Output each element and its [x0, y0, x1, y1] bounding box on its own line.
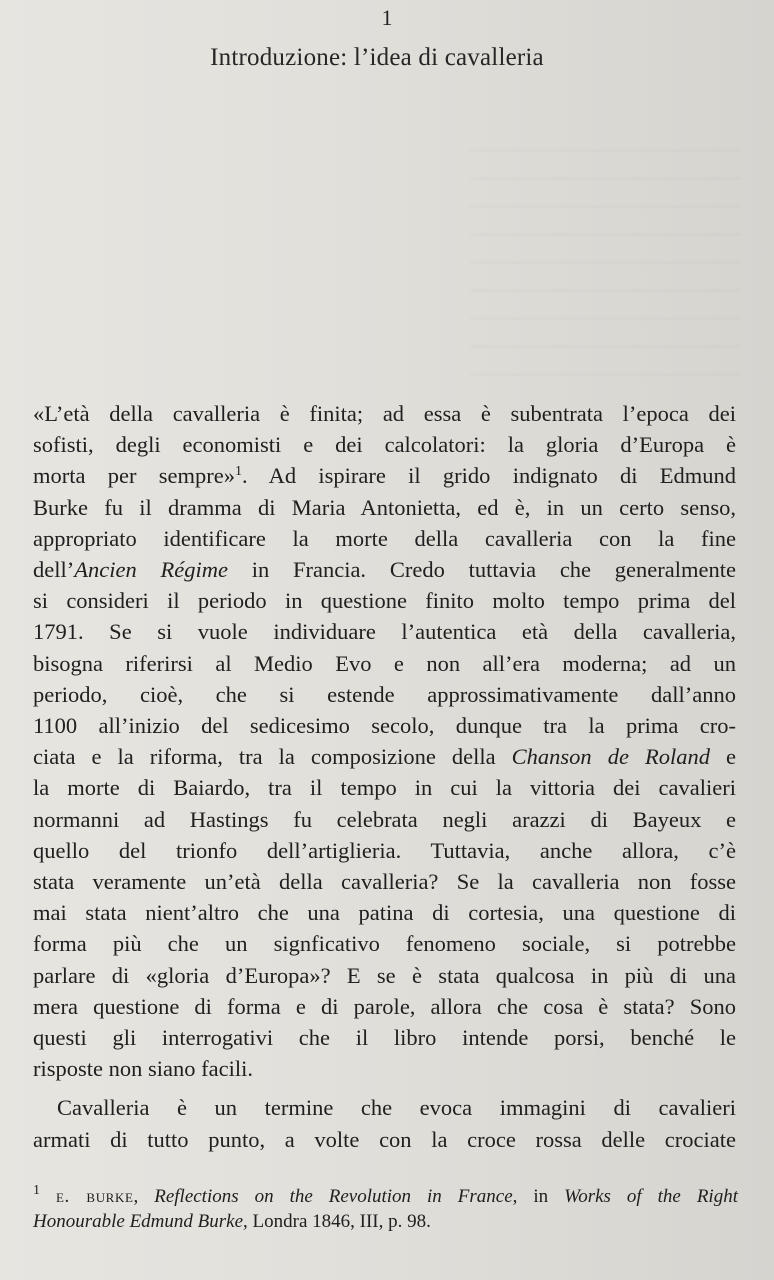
text-line — [33, 460, 736, 491]
footnote-collection-title: Works of the Right — [564, 1186, 738, 1207]
text-line: parlare di «gloria d’Europa»? E se è stata qualcosa in più di una — [33, 962, 736, 988]
text-line: questi gli interrogativi che il libro intende porsi, benché le — [33, 1025, 736, 1051]
text-segment: , in — [512, 1186, 565, 1207]
footnote-line — [33, 1184, 738, 1209]
footnote-author: e. burke — [55, 1186, 134, 1207]
text-line: sofisti, degli economisti e dei calcolatori: la gloria d’Europa è — [33, 432, 736, 458]
body-text — [33, 398, 736, 1155]
text-line: 1791. Se si vuole individuare l’autentica età della cavalleria, — [33, 619, 736, 645]
text-line: la morte di Baiardo, tra il tempo in cui la vittoria dei cavalieri — [33, 775, 736, 801]
bleed-through-texture — [470, 150, 740, 390]
footnote-marker: 1 — [33, 1183, 40, 1198]
italic-term: Chanson de Roland — [511, 744, 710, 770]
paragraph-gap — [33, 1084, 736, 1092]
footnote-reference: 1 — [234, 464, 242, 480]
text-line: 1100 all’inizio del sedicesimo secolo, dunque tra la prima cro- — [33, 713, 736, 739]
text-segment: morta per sempre» — [33, 463, 235, 489]
text-segment: ciata e la riforma, tra la composizione della — [33, 744, 512, 770]
chapter-number: 1 — [381, 5, 393, 30]
text-segment: . Ad ispirare il grido indignato di Edmund — [241, 463, 736, 489]
footnote — [33, 1184, 738, 1234]
text-line — [33, 554, 736, 585]
text-line: quello del trionfo dell’artiglieria. Tuttavia, anche allora, c’è — [33, 837, 736, 863]
text-line: armati di tutto punto, a volte con la croce rossa delle crociate — [33, 1126, 736, 1152]
text-line: normanni ad Hastings fu celebrata negli arazzi di Bayeux e — [33, 806, 736, 832]
italic-term: Ancien Régime — [74, 557, 228, 583]
text-segment: in Francia. Credo tuttavia che generalmente — [227, 557, 736, 583]
text-line: «L’età della cavalleria è finita; ad essa è subentrata l’epoca dei — [33, 401, 736, 426]
footnote-work-title: Reflections on the Revolution in France — [154, 1186, 513, 1207]
text-line: Burke fu il dramma di Maria Antonietta, ed è, in un certo senso, — [33, 494, 736, 520]
text-line: si consideri il periodo in questione finito molto tempo prima del — [33, 588, 736, 614]
text-line: risposte non siano facili. — [33, 1056, 253, 1082]
footnote-collection-title: Honourable Edmund Burke — [33, 1211, 244, 1232]
text-line: appropriato identificare la morte della cavalleria con la fine — [33, 525, 736, 551]
text-segment: , — [133, 1186, 155, 1207]
text-line: periodo, cioè, che si estende approssimativamente dall’anno — [33, 681, 736, 707]
text-segment: dell’ — [33, 557, 75, 583]
text-line — [33, 741, 736, 772]
chapter-title: Introduzione: l’idea di cavalleria — [210, 44, 544, 71]
text-line: stata veramente un’età della cavalleria? Se la cavalleria non fosse — [33, 869, 736, 895]
text-line: mai stata nient’altro che una patina di cortesia, una questione di — [33, 900, 736, 926]
text-line: mera questione di forma e di parole, allora che cosa è stata? Sono — [33, 993, 736, 1019]
text-line: forma più che un signficativo fenomeno sociale, si potrebbe — [33, 931, 736, 957]
footnote-line — [33, 1209, 738, 1234]
text-line: Cavalleria è un termine che evoca immagini di cavalieri — [57, 1095, 736, 1121]
text-line: bisogna riferirsi al Medio Evo e non all’era moderna; ad un — [33, 650, 736, 676]
footnote-publication: , Londra 1846, III, p. 98. — [243, 1211, 431, 1232]
text-segment: e — [709, 744, 736, 770]
